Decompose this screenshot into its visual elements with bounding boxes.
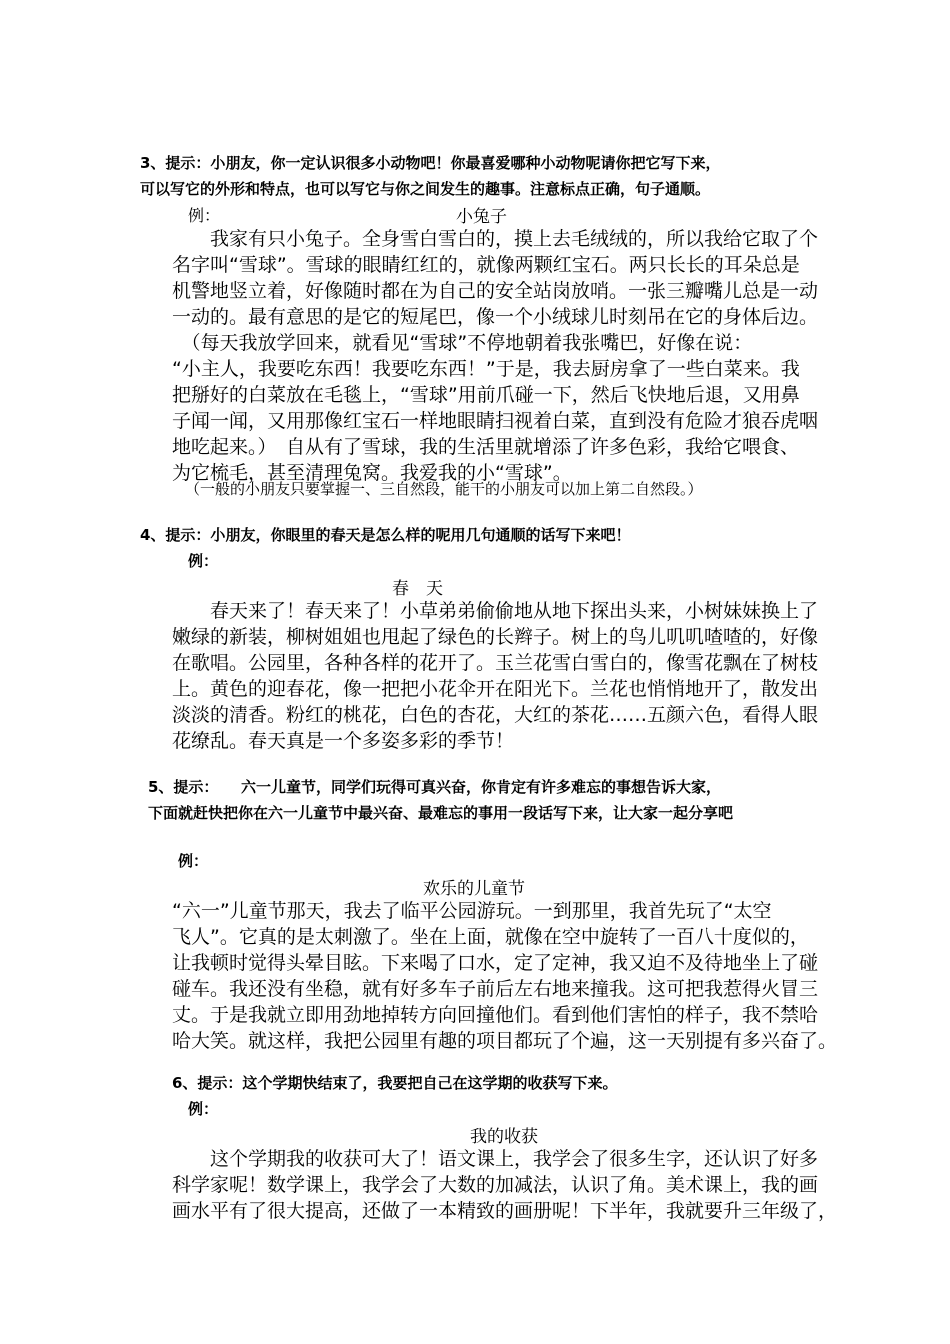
section-3-note: （一般的小朋友只要掌握一、三自然段，能干的小朋友可以加上第二自然段。）	[185, 480, 703, 498]
prompt-line: 下面就赶快把你在六一儿童节中最兴奋、最难忘的事用一段话写下来，让大家一起分享吧	[148, 804, 734, 822]
essay-line: 机警地竖立着，好像随时都在为自己的安全站岗放哨。一张三瓣嘴儿总是一动	[172, 280, 819, 302]
example-label: 例：	[188, 1100, 219, 1118]
essay-line: 地吃起来。） 自从有了雪球，我的生活里就增添了许多色彩，我给它喂食、	[172, 436, 800, 458]
section-6-prompt: 6、提示：这个学期快结束了，我要把自己在这学期的收获写下来。	[172, 1074, 618, 1092]
essay-line: 上。黄色的迎春花，像一把把小花伞开在阳光下。兰花也悄悄地开了，散发出	[172, 678, 819, 700]
essay-line: 嫩绿的新装，柳树姐姐也甩起了绿色的长辫子。树上的鸟儿叽叽喳喳的，好像	[172, 626, 819, 648]
prompt-line: 5、提示： 六一儿童节，同学们玩得可真兴奋，你肯定有许多难忘的事想告诉大家，	[148, 778, 721, 796]
essay-line: 哈大笑。就这样，我把公园里有趣的项目都玩了个遍，这一天别提有多兴奋了。	[172, 1030, 838, 1052]
essay-title: 春 天	[392, 579, 443, 599]
essay-line: 一动的。最有意思的是它的短尾巴，像一个小绒球儿时刻吊在它的身体后边。	[172, 306, 819, 328]
essay-line: 我家有只小兔子。全身雪白雪白的，摸上去毛绒绒的，所以我给它取了个	[172, 228, 819, 250]
essay-line: 画水平有了很大提高，还做了一本精致的画册呢！下半年，我就要升三年级了，	[172, 1200, 838, 1222]
essay-line: 在歌唱。公园里，各种各样的花开了。玉兰花雪白雪白的，像雪花飘在了树枝	[172, 652, 819, 674]
essay-line: 这个学期我的收获可大了！语文课上，我学会了很多生字，还认识了好多	[172, 1148, 819, 1170]
essay-line: 科学家呢！数学课上，我学会了大数的加减法，认识了角。美术课上，我的画	[172, 1174, 819, 1196]
section-3-essay	[172, 226, 832, 486]
essay-line: “六一”儿童节那天，我去了临平公园游玩。一到那里，我首先玩了“太空	[172, 900, 772, 922]
essay-line: 飞人”。它真的是太刺激了。坐在上面，就像在空中旋转了一百八十度似的，	[172, 926, 809, 948]
section-5-essay	[172, 898, 838, 1054]
essay-line: 为它梳毛，甚至清理兔窝。我爱我的小“雪球”。	[172, 462, 572, 484]
section-3-prompt	[140, 150, 830, 202]
example-label: 例：	[178, 852, 209, 870]
essay-line: “小主人，我要吃东西！我要吃东西！”于是，我去厨房拿了一些白菜来。我	[172, 358, 800, 380]
essay-line: 碰车。我还没有坐稳，就有好多车子前后左右地来撞我。这可把我惹得火冒三	[172, 978, 819, 1000]
example-label: 例：	[188, 206, 221, 225]
essay-line: 丈。于是我就立即用劲地掉转方向回撞他们。看到他们害怕的样子，我不禁哈	[172, 1004, 819, 1026]
essay-line: 把掰好的白菜放在毛毯上，“雪球”用前爪碰一下，然后飞快地后退，又用鼻	[172, 384, 800, 406]
prompt-line: 3、提示：小朋友，你一定认识很多小动物吧！你最喜爱哪种小动物呢请你把它写下来，	[140, 154, 721, 172]
essay-title: 欢乐的儿童节	[423, 879, 525, 899]
essay-line: 淡淡的清香。粉红的桃花，白色的杏花，大红的茶花……五颜六色，看得人眼	[172, 704, 819, 726]
essay-title: 我的收获	[470, 1127, 538, 1147]
section-6-essay	[172, 1146, 838, 1224]
essay-line: 让我顿时觉得头晕目眩。下来喝了口水，定了定神，我又迫不及待地坐上了碰	[172, 952, 819, 974]
essay-title: 小兔子	[456, 207, 507, 227]
essay-line: 子闻一闻，又用那像红宝石一样地眼睛扫视着白菜，直到没有危险才狼吞虎咽	[172, 410, 819, 432]
essay-line: 春天来了！春天来了！小草弟弟偷偷地从地下探出头来，小树妹妹换上了	[172, 600, 819, 622]
essay-line: 花缭乱。春天真是一个多姿多彩的季节！	[172, 730, 515, 752]
example-label: 例：	[188, 552, 219, 570]
section-4-prompt: 4、提示：小朋友，你眼里的春天是怎么样的呢用几句通顺的话写下来吧！	[140, 526, 631, 544]
section-5-prompt	[148, 774, 838, 826]
essay-line: （每天我放学回来，就看见“雪球”不停地朝着我张嘴巴，好像在说：	[172, 332, 753, 354]
section-4-essay	[172, 598, 832, 754]
essay-line: 名字叫“雪球”。雪球的眼睛红红的，就像两颗红宝石。两只长长的耳朵总是	[172, 254, 800, 276]
prompt-line: 可以写它的外形和特点，也可以写它与你之间发生的趣事。注意标点正确，句子通顺。	[140, 180, 711, 198]
